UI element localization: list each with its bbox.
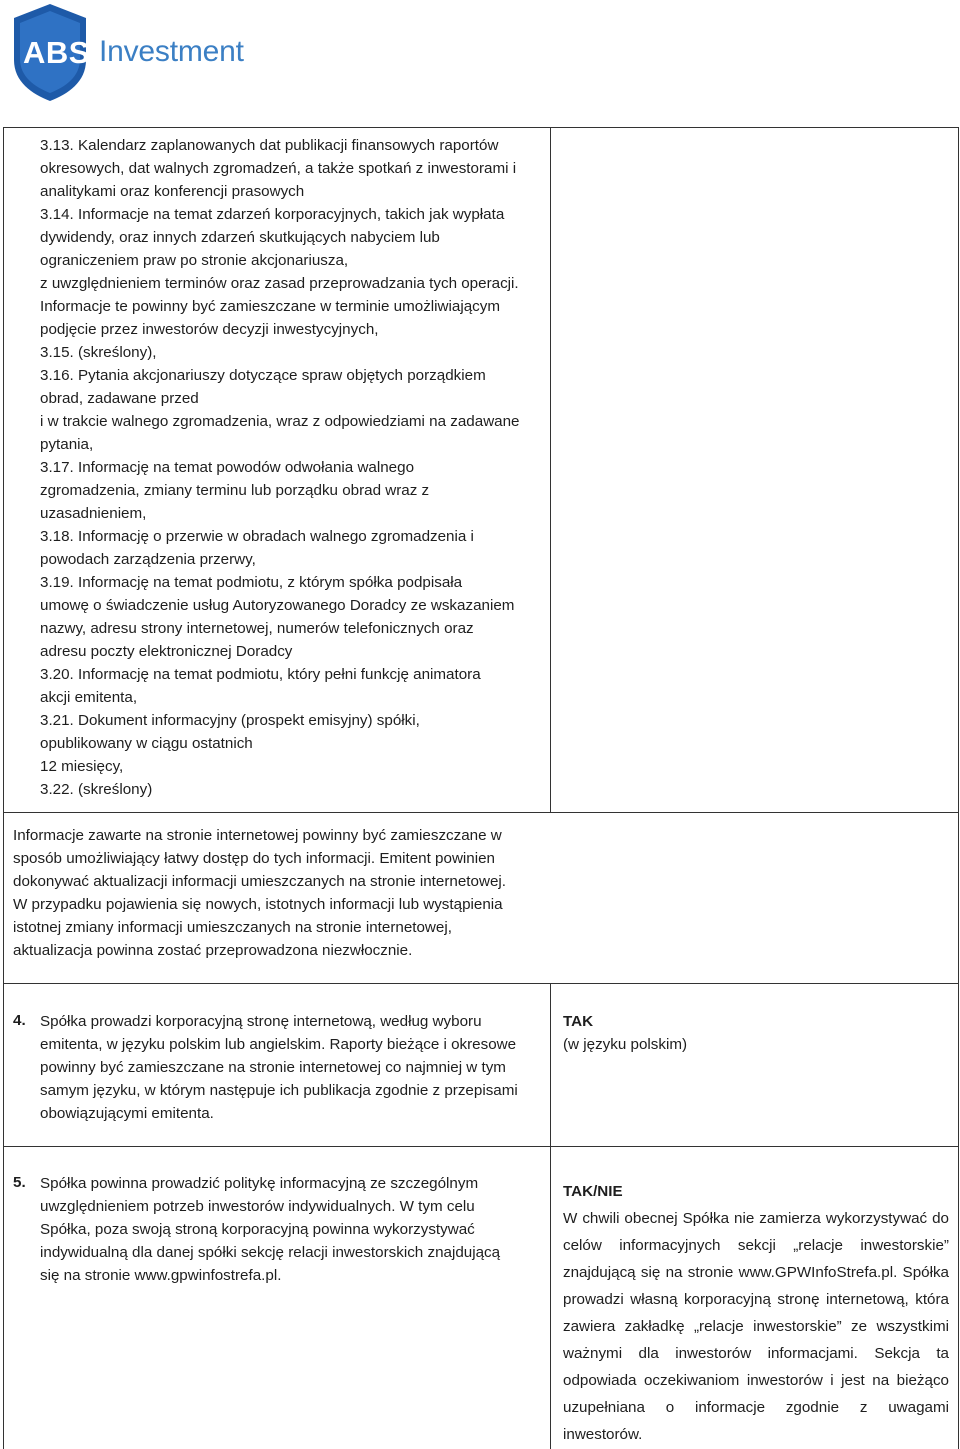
list-item: nazwy, adresu strony internetowej, numerów telefonicznych oraz <box>40 620 474 637</box>
answer-label: TAK/NIE <box>563 1183 623 1200</box>
list-item: 3.17. Informację na temat powodów odwołania walnego <box>40 459 415 476</box>
list-item: z uwzględnieniem terminów oraz zasad przeprowadzania tych operacji. <box>40 275 519 292</box>
list-item: akcji emitenta, <box>40 689 138 706</box>
list-item: obrad, zadawane przed <box>40 390 199 407</box>
rule-line: Spółka, poza swoją stroną korporacyjną powinna wykorzystywać <box>40 1221 475 1238</box>
column-divider <box>550 1146 551 1449</box>
answer-cell <box>563 1178 949 1448</box>
info-list <box>40 134 550 801</box>
rule-line: obowiązującymi emitenta. <box>40 1105 214 1122</box>
rule-line: Spółka prowadzi korporacyjną stronę internetową, według wyboru <box>40 1013 482 1030</box>
table-inner-border <box>3 812 959 813</box>
answer-cell <box>563 1010 943 1056</box>
list-item: dywidendy, oraz innych zdarzeń skutkujących nabyciem lub <box>40 229 440 246</box>
list-item: 3.15. (skreślony), <box>40 344 157 361</box>
answer-text: W chwili obecnej Spółka nie zamierza wykorzystywać do celów informacyjnych sekcji „relacje inwestorskie” znajdującą się na stronie www.GPWInfoStrefa.pl. Spółka prowadzi własną korporacyjną stronę internetową, która zawiera zakładkę „relacje inwestorskie” ze wszystkimi ważnymi dla inwestorów informacjami. Sekcja ta odpowiada oczekiwaniom inwestorów i jest na bieżąco uzupełniana o informacje zgodnie z uwagami inwestorów. <box>563 1210 949 1443</box>
list-item: uzasadnieniem, <box>40 505 147 522</box>
list-item: zgromadzenia, zmiany terminu lub porządku obrad wraz z <box>40 482 430 499</box>
column-divider <box>550 983 551 1146</box>
rule-text <box>40 1010 545 1125</box>
list-item: 12 miesięcy, <box>40 758 124 775</box>
list-item: 3.21. Dokument informacyjny (prospekt emisyjny) spółki, <box>40 712 420 729</box>
logo-abs-text: ABS <box>23 35 90 70</box>
website-info-paragraph <box>13 824 548 962</box>
list-item: analitykami oraz konferencji prasowych <box>40 183 305 200</box>
list-item: umowę o świadczenie usług Autoryzowanego Doradcy ze wskazaniem <box>40 597 515 614</box>
paragraph-line: aktualizacja powinna zostać przeprowadzona niezwłocznie. <box>13 942 413 959</box>
list-item: 3.19. Informację na temat podmiotu, z którym spółka podpisała <box>40 574 463 591</box>
list-item: opublikowany w ciągu ostatnich <box>40 735 253 752</box>
rule-line: indywidualną dla danej spółki sekcję relacji inwestorskich znajdującą <box>40 1244 501 1261</box>
answer-label: TAK <box>563 1013 594 1030</box>
row-number: 4. <box>13 1012 26 1029</box>
rule-line: Spółka powinna prowadzić politykę informacyjną ze szczególnym <box>40 1175 479 1192</box>
list-item: 3.16. Pytania akcjonariuszy dotyczące spraw objętych porządkiem <box>40 367 486 384</box>
paragraph-line: Informacje zawarte na stronie internetowej powinny być zamieszczane w <box>13 827 502 844</box>
answer-note: (w języku polskim) <box>563 1036 688 1053</box>
rule-line: samym języku, w którym następuje ich publikacja zgodnie z przepisami <box>40 1082 518 1099</box>
list-item: adresu poczty elektronicznej Doradcy <box>40 643 293 660</box>
paragraph-line: sposób umożliwiający łatwy dostęp do tych informacji. Emitent powinien <box>13 850 496 867</box>
rule-line: uwzględnieniem potrzeb inwestorów indywidualnych. W tym celu <box>40 1198 475 1215</box>
list-item: 3.20. Informację na temat podmiotu, który pełni funkcję animatora <box>40 666 481 683</box>
list-item: okresowych, dat walnych zgromadzeń, a także spotkań z inwestorami i <box>40 160 517 177</box>
list-item: 3.14. Informacje na temat zdarzeń korporacyjnych, takich jak wypłata <box>40 206 505 223</box>
list-item: powodach zarządzenia przerwy, <box>40 551 256 568</box>
rule-line: się na stronie www.gpwinfostrefa.pl. <box>40 1267 282 1284</box>
rule-text <box>40 1172 545 1287</box>
list-item: podjęcie przez inwestorów decyzji inwestycyjnych, <box>40 321 379 338</box>
list-item: ograniczeniem praw po stronie akcjonariusza, <box>40 252 349 269</box>
list-item: pytania, <box>40 436 94 453</box>
list-item: 3.22. (skreślony) <box>40 781 153 798</box>
list-item: Informacje te powinny być zamieszczane w terminie umożliwiającym <box>40 298 501 315</box>
row-number: 5. <box>13 1174 26 1191</box>
list-item: 3.13. Kalendarz zaplanowanych dat publikacji finansowych raportów <box>40 137 499 154</box>
list-item: i w trakcie walnego zgromadzenia, wraz z odpowiedziami na zadawane <box>40 413 520 430</box>
rule-line: emitenta, w języku polskim lub angielskim. Raporty bieżące i okresowe <box>40 1036 517 1053</box>
list-item: 3.18. Informację o przerwie w obradach walnego zgromadzenia i <box>40 528 474 545</box>
paragraph-line: istotnej zmiany informacji umieszczanych na stronie internetowej, <box>13 919 452 936</box>
rule-line: powinny być zamieszczane na stronie internetowej co najmniej w tym <box>40 1059 506 1076</box>
paragraph-line: W przypadku pojawienia się nowych, istotnych informacji lub wystąpienia <box>13 896 503 913</box>
paragraph-line: dokonywać aktualizacji informacji umieszczanych na stronie internetowej. <box>13 873 506 890</box>
logo-investment-text: Investment <box>99 35 244 68</box>
column-divider <box>550 127 551 813</box>
